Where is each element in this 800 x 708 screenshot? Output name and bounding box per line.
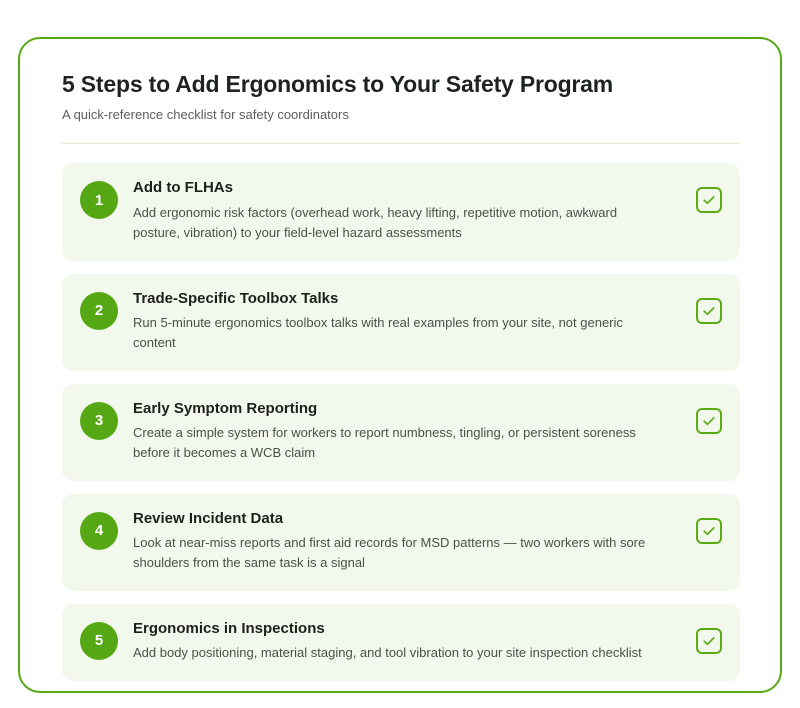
page-title: 5 Steps to Add Ergonomics to Your Safety Program	[62, 71, 614, 97]
step-description: Add ergonomic risk factors (overhead work, heavy lifting, repetitive motion, awkward posture, vibration) to your field-level hazard assessments	[133, 205, 618, 241]
step-title: Early Symptom Reporting	[133, 399, 318, 417]
steps-list	[62, 163, 736, 680]
page-subtitle: A quick-reference checklist for safety coordinators	[62, 106, 349, 122]
step-description: Look at near-miss reports and first aid records for MSD patterns — two workers with sore shoulders from the same task is a signal	[133, 535, 646, 571]
step-body	[133, 400, 681, 464]
step-title: Review Incident Data	[133, 509, 284, 527]
step-number-badge: 3	[80, 402, 118, 440]
checkmark-box-icon[interactable]	[696, 518, 722, 544]
step-title: Trade-Specific Toolbox Talks	[133, 289, 339, 307]
step-title: Ergonomics in Inspections	[133, 619, 325, 637]
step-title: Add to FLHAs	[133, 179, 233, 197]
step-number-badge: 5	[80, 622, 118, 660]
step-card	[62, 604, 740, 681]
step-card	[62, 494, 740, 591]
step-card	[62, 384, 740, 481]
infographic-container	[18, 37, 782, 693]
step-body	[133, 290, 681, 354]
checkmark-box-icon[interactable]	[696, 187, 722, 213]
step-number-badge: 1	[80, 181, 118, 219]
step-card	[62, 163, 740, 260]
step-body	[133, 510, 681, 574]
step-number-badge: 4	[80, 512, 118, 550]
step-description: Add body positioning, material staging, and tool vibration to your site inspection checklist	[133, 645, 642, 661]
step-description: Run 5-minute ergonomics toolbox talks with real examples from your site, not generic content	[133, 315, 623, 351]
step-description: Create a simple system for workers to report numbness, tingling, or persistent soreness before it becomes a WCB claim	[133, 425, 636, 461]
step-number-badge: 2	[80, 292, 118, 330]
infographic-inner	[20, 39, 780, 681]
step-card	[62, 274, 740, 371]
step-body	[133, 620, 681, 664]
checkmark-box-icon[interactable]	[696, 298, 722, 324]
step-body	[133, 179, 681, 243]
header-divider	[62, 143, 740, 144]
checkmark-box-icon[interactable]	[696, 408, 722, 434]
checkmark-box-icon[interactable]	[696, 628, 722, 654]
